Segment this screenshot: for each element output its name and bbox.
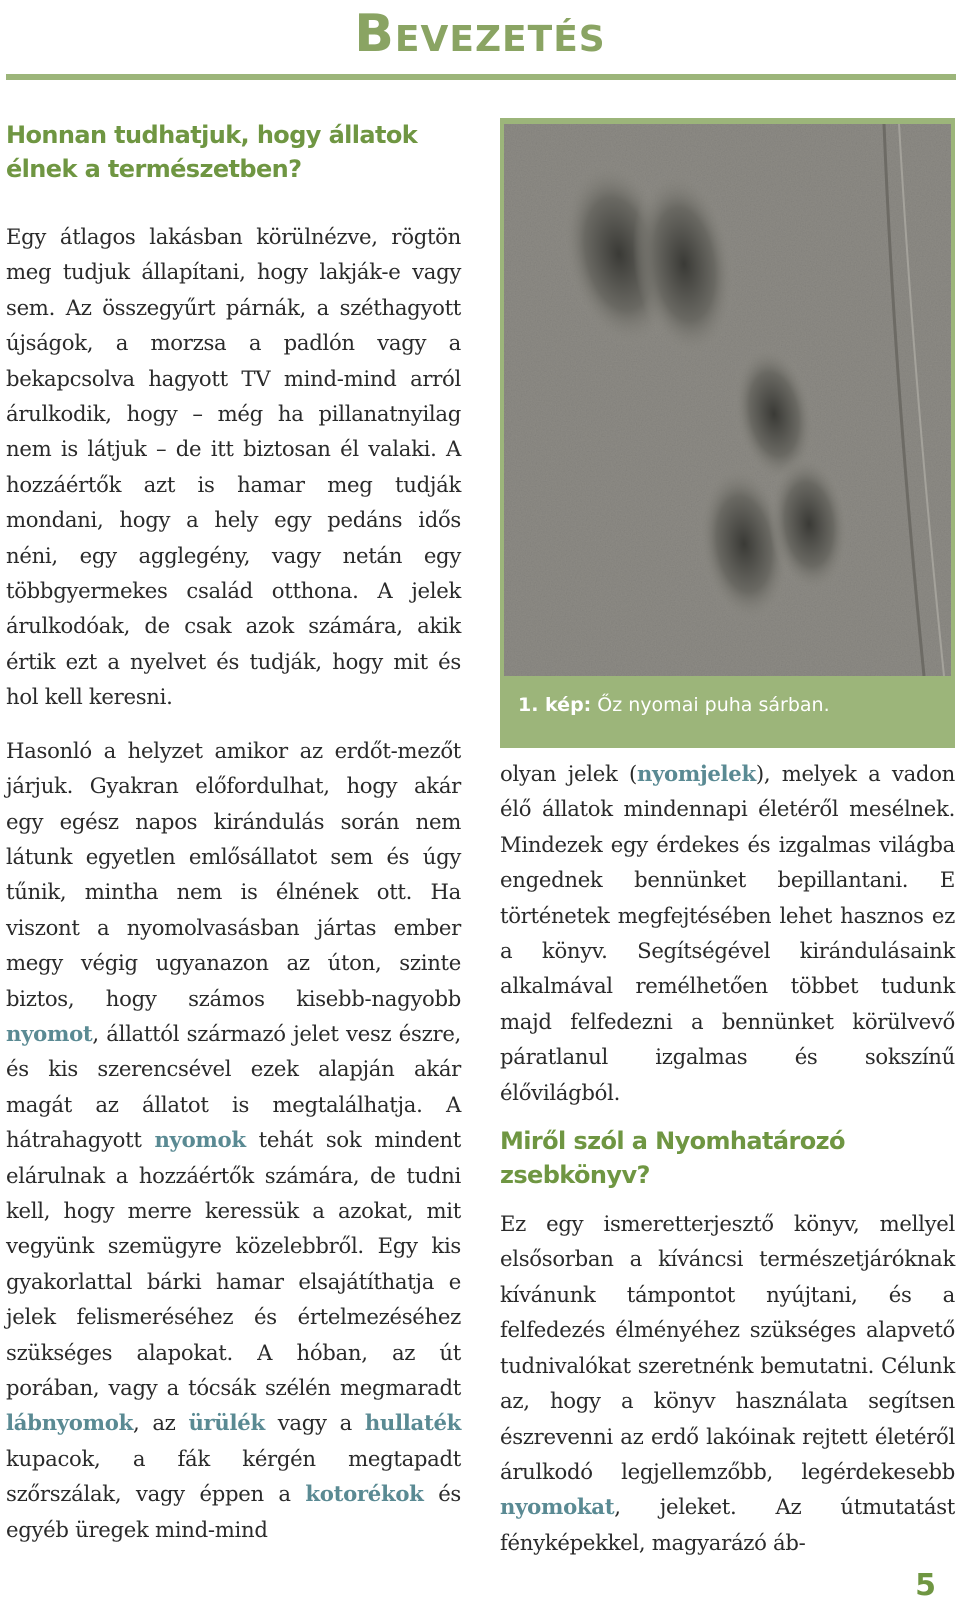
page-title: Bevezetés xyxy=(354,4,606,64)
section-heading-book: Miről szól a Nyomhatározó zsebkönyv? xyxy=(500,1127,845,1190)
paragraph-book: Ez egy ismeretterjesztő könyv, mellyel elsősorban a kíváncsi természetjáróknak kívánunk támpontot nyújtani, és a felfedezés élményéhez szükséges alapvető tudnivalókat szeretnénk bemutatni. Célunk az, hogy a könyv használata segítsen észrevenni az erdő lakóinak rejtett életéről árulkodó legjellemzőbb, legérdekesebb nyomokat, jeleket. Az útmutatást fényképekkel, magyarázó áb- xyxy=(500,1211,955,1555)
paragraph-signs: olyan jelek (nyomjelek), melyek a vadon élő állatok mindennapi életéről mesélnek. Mindezek egy érdekes és izgalmas világba engednek bennünket bepillantani. E történetek megfejtésében lehet hasznos ez a könyv. Segítségével kirándulásaink alkalmával remélhetően többet tudunk majd felfedezni a bennünket körülvevő páratlanul izgalmas és sokszínű élővilágból. xyxy=(500,761,955,1105)
section-heading-animals: Honnan tudhatjuk, hogy állatok élnek a természetben? xyxy=(6,121,418,183)
right-column xyxy=(500,118,955,1560)
highlight-nyomokat: nyomokat xyxy=(500,1494,615,1520)
figure-caption: 1. kép: Őz nyomai puha sárban. xyxy=(518,694,830,716)
paragraph-apartment: Egy átlagos lakásban körülnézve, rögtön meg tudjuk állapítani, hogy lakják-e vagy sem. Az összegyűrt párnák, a széthagyott újságok, a morzsa a padlón vagy a bekapcsolva hagyott TV mind-mind arról árulkodik, hogy – még ha pillanatnyilag nem is látjuk – de itt biztosan él valaki. A hozzáértők azt is hamar meg tudják mondani, hogy a hely egy pedáns idős néni, egy agglegény, vagy netán egy többgyermekes család otthona. A jelek árulkodóak, de csak azok számára, akik értik ezt a nyelvet és tudják, hogy mit és hol kell keresni. xyxy=(6,224,461,710)
highlight-labnyomok: lábnyomok xyxy=(6,1410,133,1436)
title-rule xyxy=(6,74,956,80)
highlight-nyomok: nyomok xyxy=(154,1127,246,1153)
deer-tracks-photo xyxy=(504,124,951,676)
highlight-kotorekok: kotorékok xyxy=(305,1481,424,1507)
page-number: 5 xyxy=(915,1568,936,1603)
paragraph-forest: Hasonló a helyzet amikor az erdőt-mezőt járjuk. Gyakran előfordulhat, hogy akár egy egész napos kirándulás során nem látunk egyetlen emlősállatot sem és úgy tűnik, mintha nem is élnének ott. Ha viszont a nyomolvasásban jártas ember megy végig ugyanazon az úton, szinte biztos, hogy számos kisebb-nagyobb nyomot, állattól származó jelet vesz észre, és kis szerencsével ezek alapján akár magát az állatot is megtalálhatja. A hátrahagyott nyomok tehát sok mindent elárulnak a hozzáértők számára, de tudni kell, hogy merre keressük a azokat, mit vegyünk szemügyre közelebbről. Egy kis gyakorlattal bárki hamar elsajátíthatja e jelek felismeréséhez és értelmezéséhez szükséges alapokat. A hóban, az út porában, vagy a tócsák szélén megmaradt lábnyomok, az ürülék vagy a hullaték kupacok, a fák kérgén megtapadt szőrszálak, vagy éppen a kotorékok és egyéb üregek mind-mind xyxy=(6,737,462,1542)
highlight-hullatek: hullaték xyxy=(364,1410,462,1436)
figure-deer-tracks xyxy=(500,118,955,748)
highlight-nyomjelek: nyomjelek xyxy=(636,761,756,786)
highlight-nyomot: nyomot xyxy=(6,1020,93,1046)
highlight-urulek: ürülék xyxy=(188,1410,265,1436)
left-column xyxy=(6,118,461,1547)
